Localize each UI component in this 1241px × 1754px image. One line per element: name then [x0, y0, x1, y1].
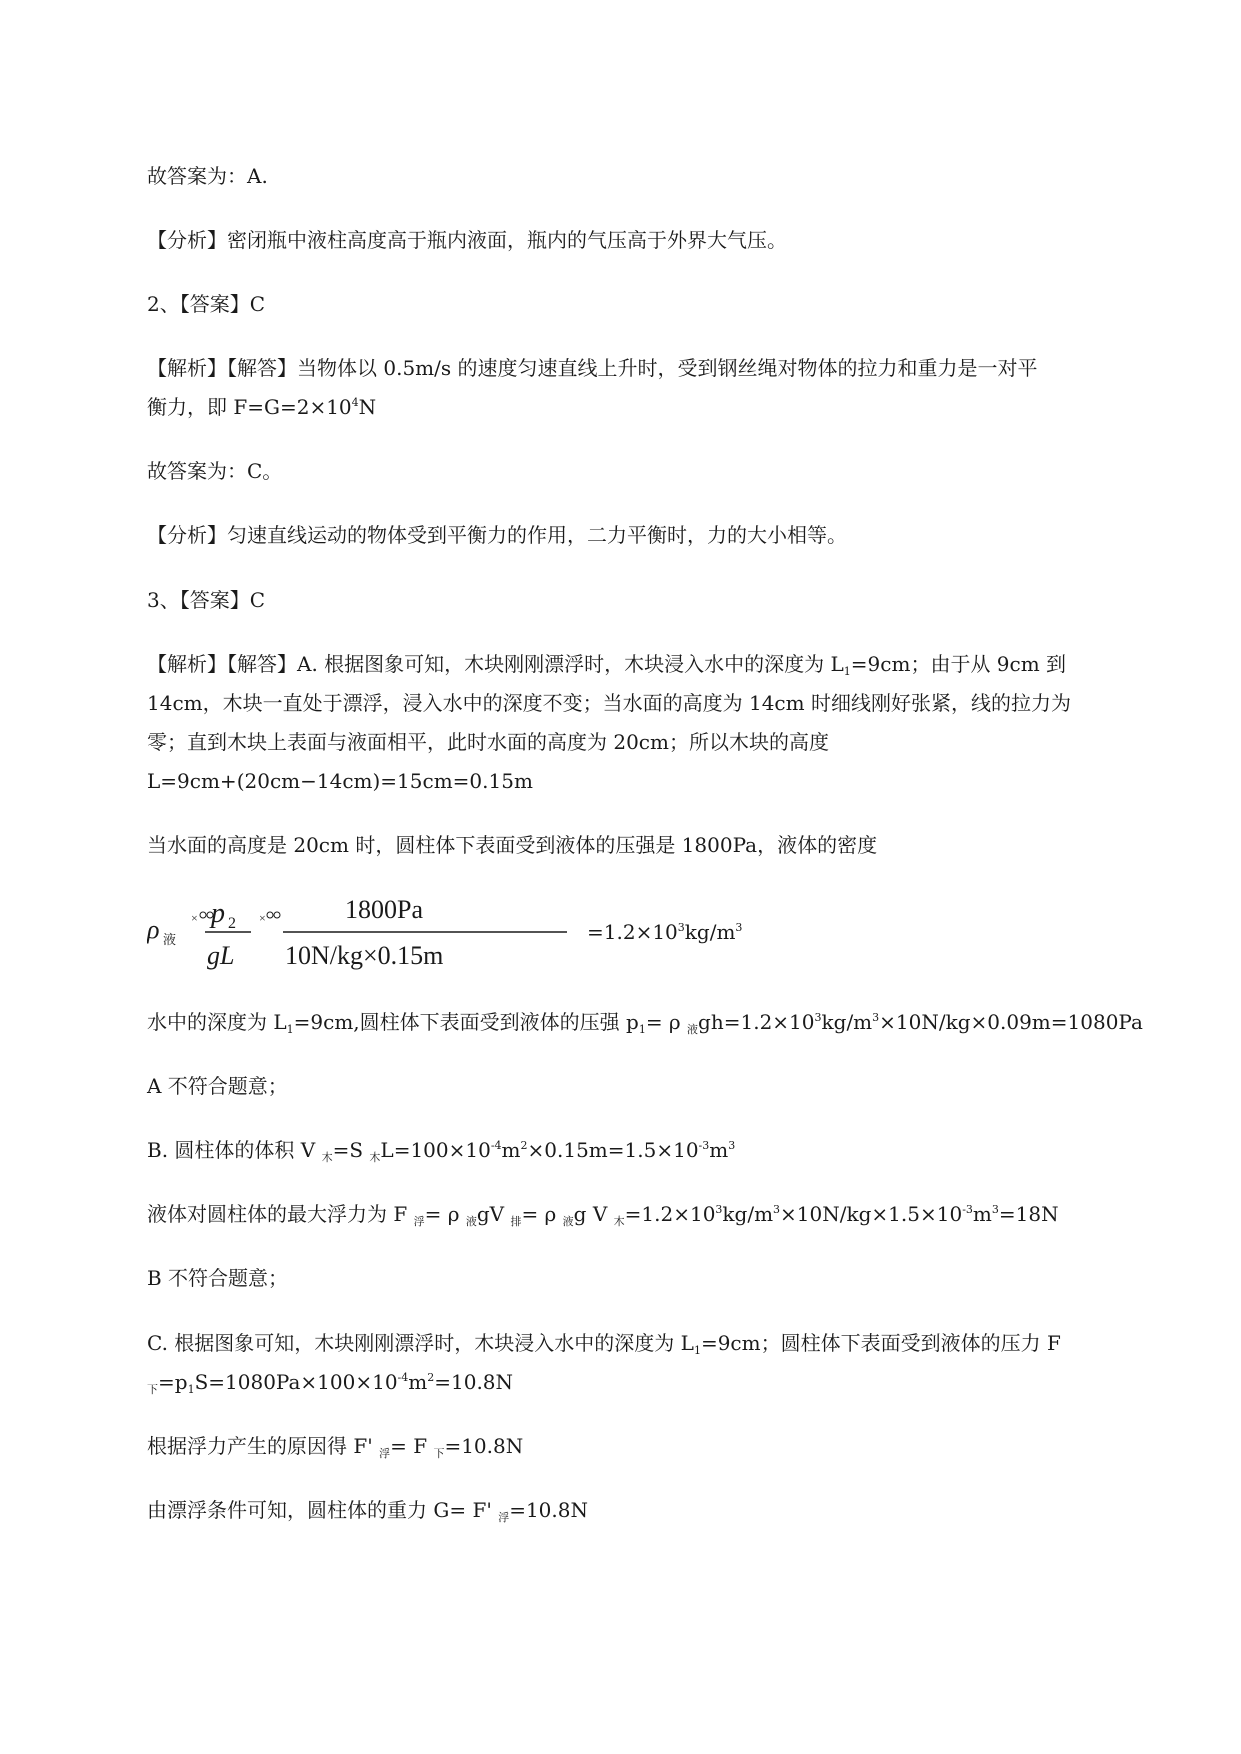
- answer-line-1: 故答案为：A.: [147, 164, 268, 188]
- formula-den1: gL: [207, 941, 235, 970]
- option-c-line-2: $_下=p_1S=1080Pa\times 100\times 10^{-4}m^2=10.8N$: [147, 1370, 514, 1396]
- option-a-conclusion: A 不符合题意；: [147, 1074, 288, 1098]
- question-3-solution-line-1: 【解析】【解答】A. 根据图象可知，木块刚刚漂浮时，木块浸入水中的深度为 $L_1=9cm$；由于从 9cm 到: [147, 652, 1067, 678]
- gravity-line: 由漂浮条件可知，圆柱体的重力 G= F' $_浮$=10.8N: [147, 1498, 588, 1524]
- formula-den2: 10N/kg×0.15m: [285, 941, 444, 970]
- question-2-solution-line-2: 衡力，即 $F=G=2\times 10^4N$: [147, 395, 377, 419]
- question-3-solution-line-2: 14cm，木块一直处于漂浮，浸入水中的深度不变；当水面的高度为 14cm 时细线刚好张紧，线的拉力为: [147, 691, 1071, 715]
- formula-rho: ρ: [147, 915, 160, 944]
- answer-line-2: 故答案为：C。: [147, 459, 283, 483]
- analysis-line-2: 【分析】匀速直线运动的物体受到平衡力的作用，二力平衡时，力的大小相等。: [147, 523, 847, 547]
- question-3-answer: 3、【答案】C: [147, 588, 266, 612]
- question-3-solution-line-3: 零；直到木块上表面与液面相平，此时水面的高度为 20cm；所以木块的高度: [147, 730, 829, 754]
- question-2-solution-line-1: 【解析】【解答】当物体以 0.5m/s 的速度匀速直线上升时，受到钢丝绳对物体的拉力和重力是一对平: [147, 356, 1038, 380]
- formula-eq2: ×: [259, 911, 266, 925]
- density-result-unit: $=1.2\times 10^3kg/m^3$: [587, 920, 743, 944]
- buoyancy-cause-line: 根据浮力产生的原因得 F' $_浮$= F $_下$=10.8N: [147, 1434, 524, 1460]
- analysis-line-1: 【分析】密闭瓶中液柱高度高于瓶内液面，瓶内的气压高于外界大气压。: [147, 228, 787, 252]
- pressure-equation: 水中的深度为 $L_1=9cm$,圆柱体下表面受到液体的压强 $p_1= \rho$ $_液gh=1.2\times 10^3kg/m^3\times 10N/kg\times 0.09m=1080Pa$: [147, 1010, 1143, 1036]
- formula-num1: p: [211, 898, 225, 929]
- volume-equation: B. 圆柱体的体积 V $_木$=S $_木L=100\times 10^{-4}m^2\times 0.15m=1.5\times 10^{-3}m^3$: [147, 1138, 736, 1164]
- option-c-line-1: C. 根据图象可知，木块刚刚漂浮时，木块浸入水中的深度为 $L_1=9cm$；圆柱体下表面受到液体的压力 F: [147, 1331, 1061, 1357]
- option-b-conclusion: B 不符合题意；: [147, 1266, 289, 1290]
- formula-num1-sub: 2: [228, 915, 236, 932]
- buoyancy-equation: 液体对圆柱体的最大浮力为 F $_浮$= ρ $_液$gV $_排$= ρ $_液$g V $_木=1.2\times 10^3kg/m^3\times 10N/kg\times 1.5\times 10^{-3}m^3=18N$: [147, 1202, 1059, 1228]
- density-intro: 当水面的高度是 20cm 时，圆柱体下表面受到液体的压强是 1800Pa，液体的密度: [147, 833, 878, 857]
- formula-eq1: ×: [191, 911, 198, 925]
- question-2-answer: 2、【答案】C: [147, 292, 266, 316]
- formula-num2: 1800Pa: [345, 895, 423, 924]
- height-equation: L=9cm+(20cm−14cm)=15cm=0.15m: [147, 769, 533, 793]
- formula-rho-sub: 液: [163, 932, 177, 947]
